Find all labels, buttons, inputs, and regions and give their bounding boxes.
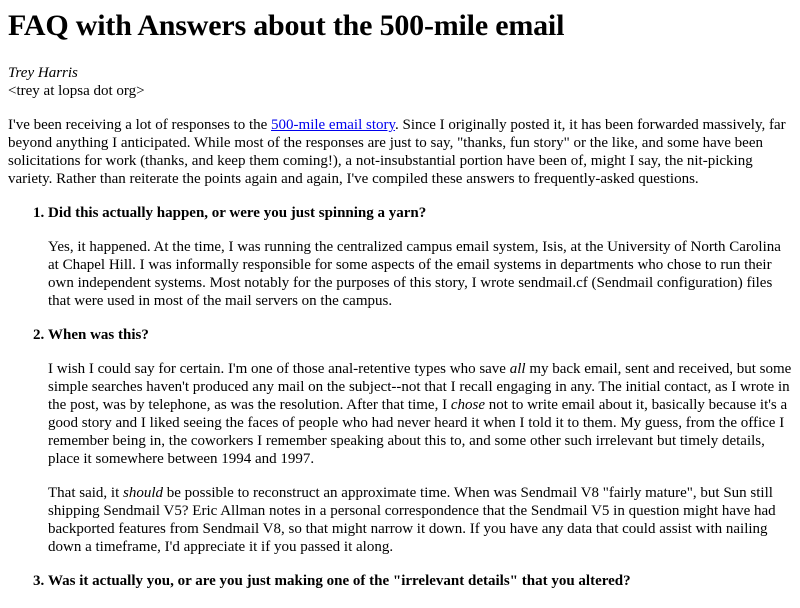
page <box>0 8 800 590</box>
500-mile-email-story-link[interactable]: 500-mile email story <box>271 117 396 133</box>
intro-text-after: . Since I originally posted it, it has been forwarded massively, far beyond anything I anticipated. While most of the responses are just to say, "thanks, fun story" or the like, and some have been solicitations for work (thanks, and keep them coming!), a not-insubstantial portion have been of, might I say, the nit-picking variety. Rather than reiterate the points again and again, I've compiled these answers to frequently-asked questions. <box>8 117 786 187</box>
faq-question: 1. Did this actually happen, or were you just spinning a yarn? <box>48 205 427 221</box>
faq-question: 2. When was this? <box>48 327 149 343</box>
faq-item <box>48 204 792 310</box>
intro-paragraph <box>8 116 792 188</box>
faq-answer <box>48 484 792 556</box>
author-name: Trey Harris <box>8 65 78 81</box>
answer-text: my back email, sent and received, but some simple searches haven't produced any mail on the subject--not that I recall engaging in any. The initial contact, as I wrote in the post, was by telephone, as was the resolution. After that time, I <box>48 361 792 413</box>
answer-text: I wish I could say for certain. I'm one of those anal-retentive types who save <box>48 361 510 377</box>
page-title: FAQ with Answers about the 500-mile email <box>8 9 565 42</box>
author-block <box>8 64 792 100</box>
answer-text: That said, it <box>48 485 123 501</box>
faq-list <box>8 204 792 590</box>
faq-item <box>48 326 792 556</box>
answer-text: not to write email about it, basically because it's a good story and I liked seeing the faces of people who had never heard it when I told it to them. My guess, from the office I remember being in, the coworkers I remember speaking about this to, and some other such irrelevant but timely details, place it somewhere between 1994 and 1997. <box>48 397 788 467</box>
answer-emphasis: chose <box>450 397 485 413</box>
faq-item <box>48 572 792 590</box>
answer-text: be possible to reconstruct an approximate time. When was Sendmail V8 "fairly mature", but Sun still shipping Sendmail V5? Eric Allman notes in a personal correspondence that the Sendmail V5 in question might have had backported features from Sendmail V8, so that might narrow it down. If you have any data that could assist with nailing down a timeframe, I'd appreciate it if you passed it along. <box>48 485 776 555</box>
intro-text-before: I've been receiving a lot of responses to the <box>8 117 272 133</box>
faq-answer: Yes, it happened. At the time, I was running the centralized campus email system, Isis, at the University of North Carolina at Chapel Hill. I was informally responsible for some aspects of the email systems in departments who chose to run their own independent systems. Most notably for the purposes of this story, I wrote sendmail.cf (Sendmail configuration) files that were used in most of the mail servers on the campus. <box>48 239 781 309</box>
faq-question: 3. Was it actually you, or are you just making one of the "irrelevant details" that you altered? <box>48 573 631 589</box>
faq-answer <box>48 360 792 468</box>
answer-emphasis: all <box>509 361 526 377</box>
author-email: <trey at lopsa dot org> <box>8 83 145 99</box>
answer-emphasis: should <box>123 485 164 501</box>
